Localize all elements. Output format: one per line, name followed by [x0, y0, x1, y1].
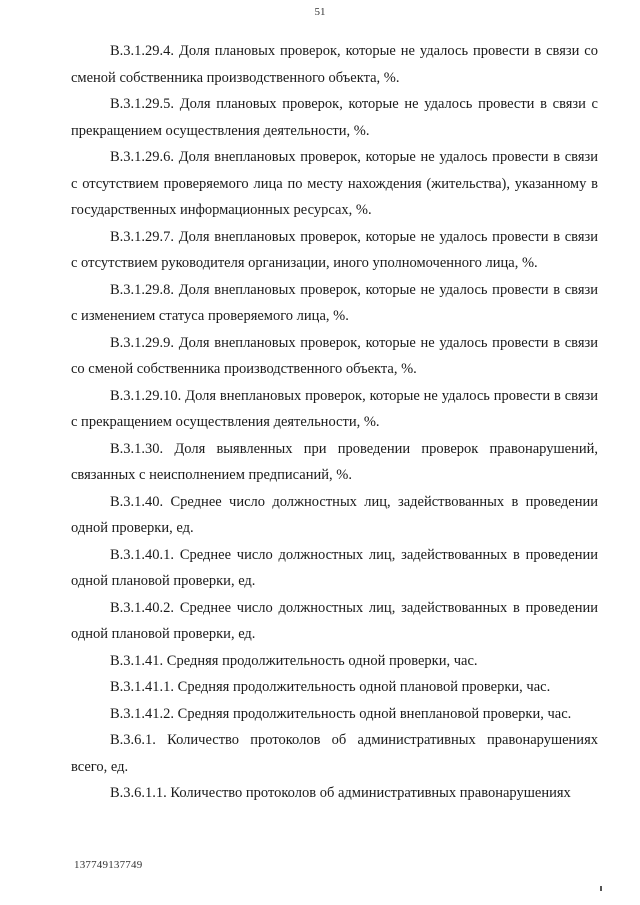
paragraph: В.3.1.29.4. Доля плановых проверок, которые не удалось провести в связи со сменой собственника производственного объекта, %. — [71, 43, 598, 86]
scan-artifact — [600, 886, 602, 891]
paragraph: В.3.1.29.7. Доля внеплановых проверок, которые не удалось провести в связи с отсутствием руководителя организации, иного уполномоченного лица, %. — [71, 228, 598, 271]
paragraph: В.3.1.29.8. Доля внеплановых проверок, которые не удалось провести в связи с изменением статуса проверяемого лица, %. — [71, 281, 598, 324]
paragraph: В.3.1.41.1. Средняя продолжительность одной плановой проверки, час. — [110, 679, 551, 695]
paragraph: В.3.1.30. Доля выявленных при проведении проверок правонарушений, связанных с неисполнением предписаний, %. — [71, 440, 598, 483]
document-body — [71, 38, 598, 807]
paragraph: В.3.1.29.10. Доля внеплановых проверок, которые не удалось провести в связи с прекращением осуществления деятельности, %. — [71, 387, 598, 430]
document-code: 137749137749 — [74, 859, 143, 871]
paragraph: В.3.1.29.6. Доля внеплановых проверок, которые не удалось провести в связи с отсутствием проверяемого лица по месту нахождения (жительства), указанному в государственных информационных ресурсах, %. — [71, 149, 598, 218]
paragraph: В.3.1.40.2. Среднее число должностных лиц, задействованных в проведении одной плановой проверки, ед. — [71, 599, 598, 642]
page-number: 51 — [314, 6, 326, 18]
paragraph: В.3.1.40.1. Среднее число должностных лиц, задействованных в проведении одной плановой проверки, ед. — [71, 546, 598, 589]
paragraph: В.3.6.1.1. Количество протоколов об административных правонарушениях — [110, 785, 571, 801]
paragraph: В.3.1.29.9. Доля внеплановых проверок, которые не удалось провести в связи со сменой собственника производственного объекта, %. — [71, 334, 598, 377]
paragraph: В.3.1.40. Среднее число должностных лиц, задействованных в проведении одной проверки, ед. — [71, 493, 598, 536]
paragraph: В.3.1.41.2. Средняя продолжительность одной внеплановой проверки, час. — [110, 705, 572, 722]
paragraph: В.3.1.29.5. Доля плановых проверок, которые не удалось провести в связи с прекращением осуществления деятельности, %. — [71, 96, 598, 139]
paragraph: В.3.6.1. Количество протоколов об административных правонарушениях всего, ед. — [71, 732, 598, 775]
paragraph: В.3.1.41. Средняя продолжительность одной проверки, час. — [110, 652, 478, 669]
